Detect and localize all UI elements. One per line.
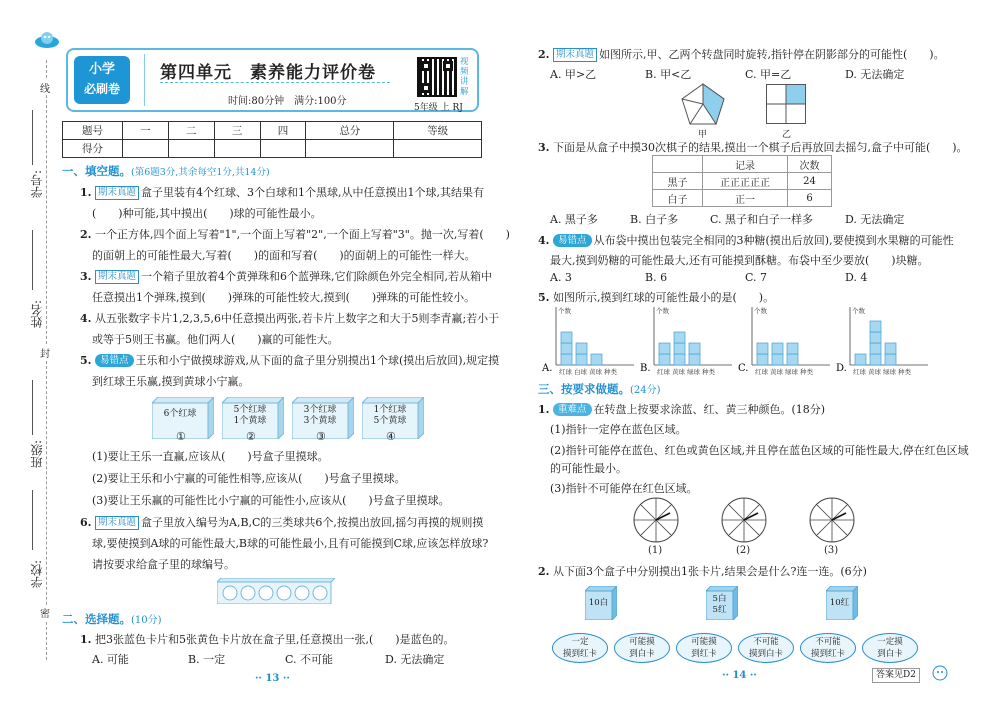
- score-cell[interactable]: [123, 140, 169, 158]
- box-number: ①: [176, 430, 186, 443]
- chart-y-label: 个数: [754, 307, 767, 315]
- section3-title: 三、按要求做题。: [538, 382, 630, 396]
- chart-x-tick: 红球: [853, 368, 866, 376]
- bar-cell: [561, 354, 572, 365]
- s2-question-3: 3. 下面是从盒子中摸30次棋子的结果,摸出一个棋子后再放回去摇匀,盒子中可能( )。: [538, 141, 968, 154]
- card-box-2: [706, 586, 738, 620]
- spinner-square: [766, 84, 806, 124]
- oval-text: 一定摸: [877, 637, 903, 647]
- binding-label-xian: 线: [40, 80, 50, 95]
- chart-x-tick: 种类: [898, 368, 911, 376]
- chart-x-tick: 种类: [800, 368, 813, 376]
- s1-q6-text: 盒子里放入编号为A,B,C的三类球共6个,按摸出放回,摇匀再摸的规则摸: [141, 516, 484, 529]
- box-label: 6个红球: [163, 409, 197, 419]
- s1-question-1: 1. 期末真题 盒子里装有4个红球、3个白球和1个黑球,从中任意摸出1个球,其结果有: [80, 186, 484, 199]
- s2-q3-option-c[interactable]: C. 黑子和白子一样多: [710, 213, 814, 226]
- record-row: [653, 190, 832, 207]
- s2-q3-option-a[interactable]: A. 黑子多: [550, 213, 598, 226]
- title-underline: [160, 82, 390, 83]
- record-cell: 正一: [703, 190, 788, 207]
- record-cell: 正正正正正: [703, 173, 788, 190]
- ball-tray: [217, 578, 335, 604]
- tag-error-prone: 易错点: [95, 354, 134, 367]
- score-cell[interactable]: [394, 140, 482, 158]
- s3-question-2: 2. 从下面3个盒子中分别摸出1张卡片,结果会是什么?连一连。(6分): [538, 565, 867, 578]
- s1-q1-text: 盒子里装有4个红球、3个白球和1个黑球,从中任意摸出1个球,其结果有: [141, 186, 484, 199]
- bar-cell: [689, 354, 700, 365]
- section3-heading: [538, 380, 661, 400]
- s1-q5-cont: 到红球王乐赢,摸到黄球小宁赢。: [92, 375, 250, 388]
- s2-q3-text: 下面是从盒子中摸30次棋子的结果,摸出一个棋子后再放回去摇匀,盒子中可能( )。: [552, 141, 968, 154]
- s2-q2-option-b[interactable]: B. 甲<乙: [645, 68, 692, 81]
- s1-q6-cont2: 请按要求给盒子里的球编号。: [92, 558, 235, 571]
- spinner-label-jia: 甲: [698, 130, 708, 140]
- school-line: [32, 490, 33, 550]
- record-table: [652, 155, 832, 207]
- score-header-cell: 题号: [63, 122, 123, 140]
- card-box-label: 10白: [588, 598, 609, 608]
- page-number-right: ·· 14 ··: [722, 670, 757, 681]
- chart-x-tick: 绿球: [785, 368, 798, 376]
- header-logo-icon: [34, 30, 60, 50]
- s3-q1-sub3: (3)指针不可能停在红色区域。: [550, 482, 698, 495]
- s2-question-4: 4. 易错点 从布袋中摸出包装完全相同的3种糖(摸出后放回),要使摸到水果糖的可能性: [538, 234, 954, 247]
- oval-text: 不可能: [753, 637, 779, 647]
- card-box-1: [585, 586, 617, 620]
- page-number-right-value: 14: [732, 670, 747, 681]
- s1-question-4: 4. 从五张数字卡片1,2,3,5,6中任意摸出两张,若卡片上数字之和大于5则李青赢;若小于: [80, 312, 500, 325]
- box-label: 5个红球: [233, 405, 267, 415]
- section2-heading: [62, 610, 162, 630]
- score-header-cell: 总分: [306, 122, 394, 140]
- class-line: [32, 380, 33, 435]
- oval-text: 到白卡: [629, 649, 655, 659]
- brand-badge-line2: 必刷卷: [83, 82, 120, 96]
- bar-cell: [870, 332, 881, 343]
- score-cell[interactable]: [168, 140, 214, 158]
- chart-x-tick: 黄球: [868, 368, 881, 376]
- score-header-cell: 一: [123, 122, 169, 140]
- bar-cell: [674, 332, 685, 343]
- bar-cell: [591, 354, 602, 365]
- student-number-label: 学号:: [30, 170, 44, 199]
- bar-cell: [870, 354, 881, 365]
- oval-text: 可能摸: [629, 637, 655, 647]
- page-title: 第四单元 素养能力评价卷: [160, 63, 376, 83]
- chart-x-tick: 黄球: [770, 368, 783, 376]
- chart-option-letter: A.: [542, 363, 553, 374]
- bar-cell: [674, 343, 685, 354]
- box-label: 3个黄球: [303, 416, 337, 426]
- s2-q2-option-d[interactable]: D. 无法确定: [845, 68, 905, 81]
- s3-q1-text: 在转盘上按要求涂蓝、红、黄三种颜色。(18分): [593, 403, 826, 416]
- oval-text: 到白卡: [877, 649, 903, 659]
- oval-text: 摸到红卡: [810, 649, 845, 659]
- s2-q2-option-a[interactable]: A. 甲>乙: [550, 68, 597, 81]
- chart-x-tick: 白球: [574, 368, 587, 376]
- record-cell: 黑子: [653, 173, 703, 190]
- wheel-label: (3): [824, 545, 839, 556]
- wheel-label: (2): [736, 545, 751, 556]
- s1-q5-sub2: (2)要让王乐和小宁赢的可能性相等,应该从( )号盒子里摸球。: [92, 472, 406, 485]
- chart-x-tick: 黄球: [672, 368, 685, 376]
- box-label: 3个红球: [303, 405, 337, 415]
- box-label: 1个红球: [373, 405, 407, 415]
- record-row: [653, 173, 832, 190]
- chart-x-tick: 黄球: [589, 368, 602, 376]
- bar-cell: [757, 354, 768, 365]
- bar-cell: [787, 354, 798, 365]
- bar-cell: [787, 343, 798, 354]
- s3-q1-sub2-cont: 的可能性最小。: [550, 462, 627, 475]
- s1-q4-text: 从五张数字卡片1,2,3,5,6中任意摸出两张,若卡片上数字之和大于5则李青赢;若小于: [94, 312, 500, 325]
- s2-q2-option-c[interactable]: C. 甲=乙: [745, 68, 792, 81]
- oval-text: 摸到白卡: [748, 649, 783, 659]
- s2-q4-option-b[interactable]: B. 6: [645, 271, 668, 284]
- bar-cell: [757, 343, 768, 354]
- tag-final-exam: 期末真题: [553, 48, 597, 62]
- oval-text: 不可能: [815, 637, 841, 647]
- spinner-pentagon: [680, 82, 726, 126]
- s1-q6-cont1: 球,要使摸到A球的可能性最大,B球的可能性最小,且有可能摸到C球,应该怎样放球?: [92, 537, 489, 550]
- chart-option-letter: B.: [640, 363, 651, 374]
- record-cell: 6: [788, 190, 832, 207]
- s1-q5-sub3: (3)要让王乐赢的可能性比小宁赢的可能性小,应该从( )号盒子里摸球。: [92, 494, 450, 507]
- page-number-left-value: 13: [265, 673, 280, 684]
- score-header-cell: 二: [168, 122, 214, 140]
- s1-q5-text: 王乐和小宁做摸球游戏,从下面的盒子里分别摸出1个球(摸出后放回),规定摸: [135, 354, 500, 367]
- record-header-cell: 记录: [703, 156, 788, 173]
- box-label: 5个黄球: [373, 416, 407, 426]
- section3-note: (24分): [630, 385, 661, 396]
- score-table: [62, 121, 482, 158]
- binding-margin: [0, 0, 58, 707]
- s2-q3-option-b[interactable]: B. 白子多: [630, 213, 679, 226]
- outcome-oval-3[interactable]: [676, 633, 732, 663]
- bar-cell: [674, 354, 685, 365]
- s2-q1-option-c[interactable]: C. 不可能: [285, 653, 334, 666]
- s3-q2-text: 从下面3个盒子中分别摸出1张卡片,结果会是什么?连一连。(6分): [552, 565, 867, 578]
- card-box-label: 5白: [712, 594, 727, 604]
- qr-caption: 视频讲解: [460, 57, 469, 97]
- section2-note: (10分): [131, 615, 162, 626]
- dashed-binding-line: [46, 60, 47, 660]
- spinner-label-yi: 乙: [782, 130, 792, 140]
- bar-cell: [561, 332, 572, 343]
- chart-option-letter: D.: [836, 363, 847, 374]
- wheel-label: (1): [648, 545, 663, 556]
- student-number-line: [32, 110, 33, 165]
- s1-q4-cont: 或等于5则王书赢。他们两人( )赢的可能性大。: [92, 333, 339, 346]
- outcome-oval-6[interactable]: [862, 633, 918, 663]
- s1-q2-text: 一个正方体,四个面上写着"1",一个面上写着"2",一个面上写着"3"。抛一次,写着( ): [94, 228, 510, 241]
- outcome-oval-2[interactable]: [614, 633, 670, 663]
- bar-cell: [885, 343, 896, 354]
- bar-cell: [870, 321, 881, 332]
- tag-key-point: 重难点: [553, 403, 592, 416]
- box-label: 1个黄球: [233, 416, 267, 426]
- s2-q1-option-d[interactable]: D. 无法确定: [385, 653, 445, 666]
- score-header-cell: 四: [260, 122, 306, 140]
- box-number: ④: [386, 430, 396, 443]
- card-box-label: 5红: [712, 605, 727, 615]
- s1-question-2: 2. 一个正方体,四个面上写着"1",一个面上写着"2",一个面上写着"3"。抛一次,写着( ): [80, 228, 510, 241]
- s3-q1-sub2: (2)指针可能停在蓝色、红色或黄色区域,并且停在蓝色区域的可能性最大,停在红色区域: [550, 444, 969, 457]
- box-number: ③: [316, 430, 326, 443]
- score-cell[interactable]: [260, 140, 306, 158]
- tag-error-prone: 易错点: [553, 234, 592, 247]
- oval-text: 一定: [571, 637, 589, 647]
- s2-q4-option-a[interactable]: A. 3: [550, 271, 572, 284]
- mascot-icon: [930, 664, 950, 682]
- s2-q4-cont: 最大,摸到奶糖的可能性最大,还有可能摸到酥糖。布袋中至少要放( )块糖。: [550, 254, 929, 267]
- bar-cell: [659, 343, 670, 354]
- section2-title: 二、选择题。: [62, 612, 131, 626]
- section1-title: 一、填空题。: [62, 164, 131, 178]
- chart-x-tick: 绿球: [883, 368, 896, 376]
- chart-x-tick: 红球: [755, 368, 768, 376]
- answer-reference-text: 答案见D2: [876, 670, 916, 680]
- record-header-cell: [653, 156, 703, 173]
- answer-reference: [872, 668, 920, 683]
- spinner-wheel-3[interactable]: [804, 496, 860, 547]
- bar-cell: [870, 343, 881, 354]
- record-header-row: [653, 156, 832, 173]
- student-name-line: [32, 230, 33, 290]
- bar-cell: [561, 343, 572, 354]
- score-header-cell: 等级: [394, 122, 482, 140]
- binding-label-feng: 封: [40, 345, 50, 360]
- bar-cell: [772, 354, 783, 365]
- student-name-label: 姓名:: [30, 300, 44, 329]
- record-cell: 白子: [653, 190, 703, 207]
- chart-y-label: 个数: [656, 307, 669, 315]
- title-divider: [144, 54, 145, 106]
- page-number-left: ·· 13 ··: [255, 673, 290, 684]
- chart-y-label: 个数: [852, 307, 865, 315]
- bar-cell: [772, 343, 783, 354]
- s3-q1-sub1: (1)指针一定停在蓝色区域。: [550, 423, 687, 436]
- s1-q2-cont: 的面朝上的可能性最大,写着( )的面和写着( )的面朝上的可能性一样大。: [92, 249, 476, 262]
- s2-q4-text: 从布袋中摸出包装完全相同的3种糖(摸出后放回),要使摸到水果糖的可能性: [593, 234, 954, 247]
- card-box-3: [826, 586, 858, 620]
- bar-cell: [659, 354, 670, 365]
- spinner-wheel-1[interactable]: [628, 496, 684, 547]
- score-row-label: 得分: [63, 140, 123, 158]
- oval-text: 可能摸: [691, 637, 717, 647]
- s2-question-5: 5. 如图所示,摸到红球的可能性最小的是( )。: [538, 291, 775, 304]
- grade-label: 5年级 上 RJ: [414, 103, 463, 113]
- chart-x-tick: 绿球: [687, 368, 700, 376]
- outcome-oval-5[interactable]: [800, 633, 856, 663]
- s2-q5-text: 如图所示,摸到红球的可能性最小的是( )。: [552, 291, 775, 304]
- s2-q1-option-b[interactable]: B. 一定: [188, 653, 226, 666]
- chart-x-tick: 种类: [604, 368, 617, 376]
- s2-question-2: 2. 期末真题 如图所示,甲、乙两个转盘同时旋转,指针停在阴影部分的可能性( )。: [538, 48, 945, 61]
- spinner-wheel-2[interactable]: [716, 496, 772, 547]
- tag-final-exam: 期末真题: [95, 270, 139, 284]
- s1-q1-cont: ( )种可能,其中摸出( )球的可能性最小。: [92, 207, 322, 220]
- section1-heading: [62, 162, 270, 182]
- s2-q1-option-a[interactable]: A. 可能: [92, 653, 129, 666]
- exam-meta: 时间:80分钟 满分:100分: [228, 96, 347, 107]
- s2-q1-text: 把3张蓝色卡片和5张黄色卡片放在盒子里,任意摸出一张,( )是蓝色的。: [94, 633, 455, 646]
- class-label: 班级:: [30, 440, 44, 469]
- record-header-cell: 次数: [788, 156, 832, 173]
- bar-cell: [576, 354, 587, 365]
- outcome-oval-4[interactable]: [738, 633, 794, 663]
- s2-question-1: 1. 把3张蓝色卡片和5张黄色卡片放在盒子里,任意摸出一张,( )是蓝色的。: [80, 633, 455, 646]
- s3-question-1: 1. 重难点 在转盘上按要求涂蓝、红、黄三种颜色。(18分): [538, 403, 826, 416]
- chart-x-tick: 红球: [559, 368, 572, 376]
- s1-q3-text: 一个箱子里放着4个黄弹珠和6个蓝弹珠,它们除颜色外完全相同,若从箱中: [141, 270, 492, 283]
- qr-code-icon: [417, 57, 457, 97]
- outcome-oval-1[interactable]: [552, 633, 608, 663]
- bar-cell: [885, 354, 896, 365]
- tag-final-exam: 期末真题: [95, 186, 139, 200]
- chart-x-tick: 红球: [657, 368, 670, 376]
- chart-y-label: 个数: [558, 307, 571, 315]
- bar-cell: [689, 343, 700, 354]
- score-table-header-row: [63, 122, 482, 140]
- box-number: ②: [246, 430, 256, 443]
- bar-cell: [855, 354, 866, 365]
- score-cell[interactable]: [214, 140, 260, 158]
- bar-cell: [576, 343, 587, 354]
- oval-text: 摸到红卡: [562, 649, 597, 659]
- s1-question-3: 3. 期末真题 一个箱子里放着4个黄弹珠和6个蓝弹珠,它们除颜色外完全相同,若从箱中: [80, 270, 492, 283]
- tag-final-exam: 期末真题: [95, 516, 139, 530]
- s1-q5-sub1: (1)要让王乐一直赢,应该从( )号盒子里摸球。: [92, 450, 329, 463]
- chart-x-tick: 种类: [702, 368, 715, 376]
- s1-q3-cont: 任意摸出1个弹珠,摸到( )弹珠的可能性较大,摸到( )弹珠的可能性较小。: [92, 291, 476, 304]
- school-label: 学校:: [30, 560, 44, 589]
- chart-option-letter: C.: [738, 363, 749, 374]
- bar-charts: [540, 305, 930, 377]
- oval-text: 到红卡: [691, 649, 717, 659]
- s1-question-6: 6. 期末真题 盒子里放入编号为A,B,C的三类球共6个,按摸出放回,摇匀再摸的规则摸: [80, 516, 484, 529]
- s2-q3-option-d[interactable]: D. 无法确定: [845, 213, 905, 226]
- record-cell: 24: [788, 173, 832, 190]
- s2-q4-option-d[interactable]: D. 4: [845, 271, 868, 284]
- s1-question-5: 5. 易错点 王乐和小宁做摸球游戏,从下面的盒子里分别摸出1个球(摸出后放回),规定摸: [80, 354, 500, 367]
- s2-q2-text: 如图所示,甲、乙两个转盘同时旋转,指针停在阴影部分的可能性( )。: [599, 48, 945, 61]
- card-box-label: 10红: [829, 598, 850, 608]
- s2-q4-option-c[interactable]: C. 7: [745, 271, 768, 284]
- brand-badge: [74, 56, 130, 104]
- section1-note: (第6题3分,其余每空1分,共14分): [131, 167, 270, 178]
- binding-label-mi: 密: [40, 605, 50, 620]
- score-cell[interactable]: [306, 140, 394, 158]
- score-table-score-row: [63, 140, 482, 158]
- brand-badge-line1: 小学: [88, 62, 115, 77]
- score-header-cell: 三: [214, 122, 260, 140]
